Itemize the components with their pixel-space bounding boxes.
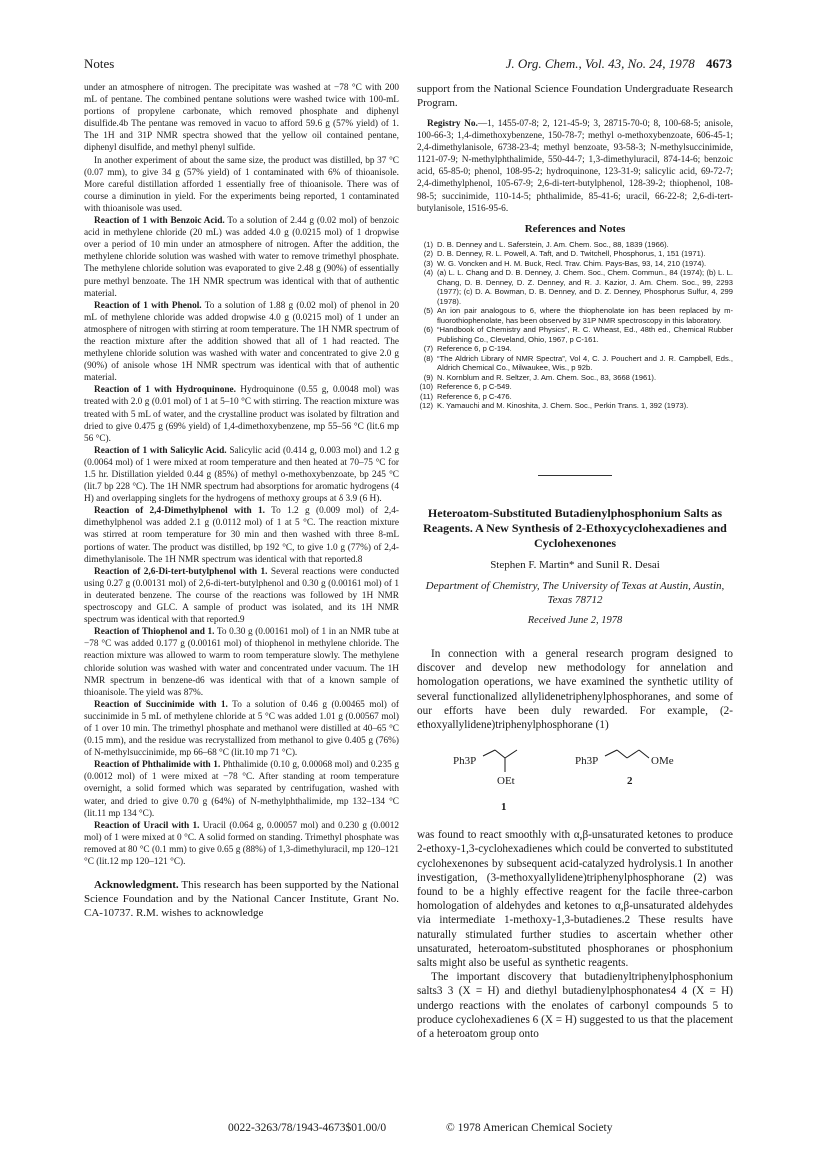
paragraph-text: Phthalimide (0.10 g, 0.00068 mol) and 0.235 g (0.0012 mol) of 1 were mixed at −78 °C. After standing at room temperature overnight, a solid formed which was separated by centrifugation, washed with water, and dried to give 0.70 g (64%) of N-methylphthalimide, mp 132–134 °C (lit.11 mp 134 °C).: [84, 760, 399, 819]
paragraph-text: Salicylic acid (0.414 g, 0.003 mol) and 1.2 g (0.0064 mol) of 1 were mixed at room temperature and then heated at 70–75 °C for 1.5 hr. Distillation yielded 0.44 g (85%) of methyl o-methoxybenzoate, bp 245 °C (lit.7 bp 228 °C). The 1H NMR spectrum had absorptions for aromatic hydrogens (4 H) and overlapping singlets for the hydrogens of methoxy groups at δ 3.9 (6 H).: [84, 445, 399, 505]
reference-number: (8): [423, 353, 433, 363]
reference-text: D. B. Denney, R. L. Powell, A. Taft, and D. Twitchell, Phosphorus, 1, 151 (1971).: [437, 249, 706, 259]
structure-2-bond: [605, 750, 617, 756]
reference-item: [417, 373, 733, 383]
reference-item: [417, 240, 733, 250]
paragraph-text: To a solution of 2.44 g (0.02 mol) of benzoic acid in methylene chloride (20 mL) was added 4.0 g (0.0215 mol) of 1 dropwise over a period of 10 min under an atmosphere of nitrogen. After the addition, the methylene chloride solution was washed with water to remove trimethyl phosphate. The methylene chloride solution was evaporated to give 2.48 g (90%) of essentially pure methyl benzoate. The 1H NMR spectrum was identical with that of authentic material.: [84, 216, 400, 299]
journal-citation: J. Org. Chem., Vol. 43, No. 24, 1978: [505, 56, 695, 71]
reference-item: [417, 344, 733, 354]
paragraph-heading: Reaction of 1 with Salicylic Acid.: [94, 445, 227, 456]
reference-item: [417, 325, 733, 344]
structure-2-bond: [617, 750, 627, 758]
running-head-journal: [506, 56, 732, 72]
structure-2-label: 2: [627, 775, 633, 788]
paragraph-text: Several reactions were conducted using 0.27 g (0.00131 mol) of 2,6-di-tert-butylphenol and 0.30 g (0.00161 mol) of 1 in deuterated benzene. The course of the reactions was followed by 1H NMR spectroscopy and GLC. A sample of product was isolated, and its 1H NMR spectrum was identical with that reported.9: [84, 566, 399, 626]
footer-code: 0022-3263/78/1943-4673$01.00/0: [228, 1122, 387, 1134]
structure-1-bond: [483, 750, 495, 756]
reference-item: [417, 259, 733, 269]
reference-item: [417, 249, 733, 259]
experimental-paragraph: [84, 820, 399, 868]
paragraph-heading: Reaction of Succinimide with 1.: [94, 699, 228, 710]
reference-text: An ion pair analogous to 6, where the thiophenolate ion has been replaced by m-fluorothiophenolate, has been observed by 31P NMR spectroscopy in this laboratory.: [437, 306, 733, 325]
paragraph-text: under an atmosphere of nitrogen. The precipitate was washed at −78 °C with 200 mL of pentane. The combined pentane solutions were washed twice with 100-mL portions of propylene carbonate, which removed phosphate and diphenyl disulfide.4b The pentane was removed in vacuo to afford 59.6 g (57% yield) of 1. The 1H and 31P NMR spectra showed that the yellow oil contained pentane, diphenyl disulfide, and methyl phenyl sulfide.: [84, 83, 399, 154]
reference-number: (2): [423, 249, 433, 259]
experimental-paragraph: [84, 566, 399, 626]
experimental-paragraph: [84, 626, 399, 699]
article-affiliation: Department of Chemistry, The University of Texas at Austin, Austin, Texas 78712: [425, 579, 725, 606]
paragraph-text: Uracil (0.064 g, 0.00057 mol) and 0.230 g (0.0012 mol) of 1 were mixed at 0 °C. A solid formed on standing. Trimethyl phosphate was removed at 80 °C (0.1 mm) to give 0.65 g (88%) of 1,3-dimethyluracil, mp 120–121 °C (lit.12 mp 120–121 °C).: [84, 820, 399, 867]
structure-drawing: [447, 736, 697, 826]
reference-number: (10): [419, 382, 433, 392]
experimental-paragraph: [84, 82, 399, 155]
running-head-section: Notes: [84, 56, 115, 71]
article-authors: Stephen F. Martin* and Sunil R. Desai: [490, 558, 660, 571]
structure-2-bond: [627, 750, 639, 758]
reference-text: “The Aldrich Library of NMR Spectra”, Vol 4, C. J. Pouchert and J. R. Campbell, Eds., Aldrich Chemical Co., Milwaukee, Wis., p 92b.: [437, 353, 733, 373]
reference-number: (1): [423, 239, 433, 249]
paragraph-heading: Reaction of 1 with Phenol.: [94, 300, 202, 311]
structure-1-bond: [505, 750, 517, 758]
experimental-paragraph: [84, 505, 399, 565]
chemical-structures: [417, 736, 733, 826]
acknowledgment: [84, 878, 399, 920]
structure-1-oet: OEt: [497, 775, 515, 788]
reference-number: (6): [423, 325, 433, 335]
reference-text: N. Kornblum and R. Seltzer, J. Am. Chem. Soc., 83, 3668 (1961).: [437, 372, 657, 382]
paragraph-text: To a solution of 1.88 g (0.02 mol) of phenol in 20 mL of methylene chloride was added dropwise 4.0 g (0.0215 mol) of 1 under an atmosphere of nitrogen with stirring at room temperature. The 1H NMR spectrum of the reaction mixture after the addition showed that all of 1 had reacted. The methylene chloride solution was washed with water and concentrated to give 2.0 g (90%) of anisole whose 1H NMR spectrum was identical with that of authentic material.: [84, 300, 399, 384]
article-paragraph: was found to react smoothly with α,β-unsaturated ketones to produce 2-ethoxy-1,3-cyclohexadienes which could be converted to substituted cyclohexenones by subsequent acid-catalyzed hydrolysis.1 In another investigation, (3-methoxyallylidene)triphenylphosphorane (2) was found to be a highly effective reagent for the facile three-carbon homologation of aldehydes and ketones to α,β-unsaturated aldehydes via intermediate 1-methoxy-1,3-butadienes.2 These results have naturally stimulated further studies to ascertain whether other unsaturated, heteroatom-substituted phosphoranes or phosphonium salts might also be useful as synthetic reagents.: [417, 829, 733, 970]
reference-item: [417, 354, 733, 373]
experimental-paragraph: [84, 384, 399, 444]
structure-1-bond: [495, 750, 505, 758]
left-column: [84, 82, 399, 920]
structure-2-ome: OMe: [651, 755, 674, 768]
registry-numbers: [417, 118, 733, 215]
experimental-section: [84, 82, 399, 868]
right-column: [417, 82, 733, 1041]
reference-number: (7): [423, 344, 433, 354]
experimental-paragraph: [84, 445, 399, 505]
references-heading: References and Notes: [524, 222, 626, 235]
reference-text: Reference 6, p C-549.: [437, 382, 512, 392]
reference-item: [417, 268, 733, 306]
article-paragraph: In connection with a general research program designed to discover and develop new methodology for annelation and homologation operations, we have examined the synthetic utility of several functionalized allylidenetriphenylphosphoranes, and some of our efforts have been duly rewarded. For example, (2-ethoxyallylidene)triphenylphosphorane (1): [417, 648, 733, 732]
article-divider: [538, 475, 612, 476]
paragraph-heading: Reaction of Uracil with 1.: [94, 820, 200, 831]
reference-item: [417, 401, 733, 411]
footer-copyright: © 1978 American Chemical Society: [446, 1122, 613, 1134]
paragraph-text: In another experiment of about the same size, the product was distilled, bp 37 °C (0.07 mm), to give 34 g (57% yield) of 1 contaminated with 6% of thioanisole. More careful distillation afforded 1 essentially free of thioanisole. There was of course a diminution in yield. For the experiments being reported, 1 contaminated with thioanisole was used.: [84, 155, 399, 214]
structure-2-ph3p: Ph3P: [575, 755, 599, 768]
reference-item: [417, 306, 733, 325]
paragraph-text: Hydroquinone (0.55 g, 0.0048 mol) was treated with 2.0 g (0.01 mol) of 1 at 5–10 °C with stirring. The reaction mixture was treated with 5 mL of water, and the crystalline product was isolated by filtration and dried to give 0.475 g (69% yield) of 1,4-dimethoxybenzene, mp 55–56 °C (lit.6 mp 56 °C).: [84, 385, 399, 444]
reference-number: (5): [423, 306, 433, 316]
experimental-paragraph: [84, 699, 399, 759]
article-body: [417, 647, 733, 1041]
paragraph-heading: Reaction of 2,4-Dimethylphenol with 1.: [94, 506, 265, 517]
structure-1-ph3p: Ph3P: [453, 755, 477, 768]
experimental-paragraph: [84, 759, 399, 819]
paragraph-text: To a solution of 0.46 g (0.00465 mol) of succinimide in 5 mL of methylene chloride at 5 °C was added 1.01 g (0.00567 mol) of 1 over 10 min. The trimethyl phosphate and methanol were distilled at 40–65 °C (0.15 mm), and the residue was recrystallized from methanol to give 0.405 g (76%) of N-methylsuccinimide, mp 66–68 °C (lit.10 mp 71 °C).: [84, 699, 400, 759]
experimental-paragraph: [84, 155, 399, 215]
acknowledgment-heading: Acknowledgment.: [94, 879, 179, 892]
paragraph-text: To 1.2 g (0.009 mol) of 2,4-dimethylphenol was added 2.1 g (0.0112 mol) of 1 at 5 °C. The reaction mixture was stirred at room temperature for 30 min and then washed with three 8-mL portions of water. The product was distilled, bp 192 °C, to give 1.0 g (77%) of 2,4-dimethylanisole. The 1H NMR spectrum was identical with that reported.8: [84, 506, 399, 565]
acknowledgment-text: This research has been supported by the National Science Foundation and by the National Cancer Institute, Grant No. CA-10737. R.M. wishes to acknowledge: [84, 879, 399, 920]
reference-text: W. G. Voncken and H. M. Buck, Recl. Trav. Chim. Pays-Bas, 93, 14, 210 (1974).: [437, 258, 707, 268]
acknowledgment-continued: support from the National Science Foundation Undergraduate Research Program.: [417, 83, 733, 109]
experimental-paragraph: [84, 215, 399, 300]
page-number: 4673: [706, 56, 732, 71]
paragraph-heading: Reaction of Thiophenol and 1.: [94, 627, 215, 638]
references-list: [417, 240, 733, 411]
paragraph-heading: Reaction of 2,6-Di-tert-butylphenol with 1.: [94, 566, 268, 577]
reference-number: (4): [423, 268, 433, 278]
reference-number: (3): [423, 258, 433, 268]
reference-number: (12): [419, 401, 433, 411]
paragraph-heading: Reaction of Phthalimide with 1.: [94, 760, 221, 771]
reference-item: [417, 392, 733, 402]
article-title: Heteroatom-Substituted Butadienylphosphonium Salts as Reagents. A New Synthesis of 2-Ethoxycyclohexadienes and Cyclohexenones: [423, 505, 727, 550]
registry-heading: Registry No.: [427, 119, 478, 129]
reference-item: [417, 382, 733, 392]
reference-text: “Handbook of Chemistry and Physics”, R. C. Wheast, Ed., 48th ed., Chemical Rubber Publishing Co., Cleveland, Ohio, 1967, p C-161.: [437, 325, 733, 344]
article-paragraph: The important discovery that butadienyltriphenylphosphonium salts3 3 (X = H) and diethyl butadienylphosphonates4 4 (X = H) undergo reactions with the enolates of carbonyl compounds 5 to produce cyclohexadienes 6 (X = H) suggested to us that the placement of a heteroatom group onto: [417, 971, 733, 1041]
reference-text: D. B. Denney and L. Saferstein, J. Am. Chem. Soc., 88, 1839 (1966).: [437, 239, 669, 249]
reference-text: Reference 6, p C-476.: [437, 391, 512, 401]
structure-1-label: 1: [501, 801, 507, 814]
paragraph-heading: Reaction of 1 with Hydroquinone.: [94, 385, 236, 396]
reference-text: Reference 6, p C-194.: [437, 344, 512, 354]
reference-number: (11): [420, 391, 433, 401]
reference-text: (a) L. L. Chang and D. B. Denney, J. Chem. Soc., Chem. Commun., 84 (1974); (b) L. L. Chang, D. B. Denney, D. Z. Denney, and R. J. Kazior, J. Am. Chem. Soc., 99, 2293 (1977); (c) D. A. Bowman, D. B. Denney, and D. Z. Denney, Phosphorus Sulfur, 4, 299 (1978).: [437, 268, 733, 306]
reference-number: (9): [423, 372, 433, 382]
paragraph-heading: Reaction of 1 with Benzoic Acid.: [94, 216, 225, 227]
article-received-date: Received June 2, 1978: [527, 614, 623, 626]
experimental-paragraph: [84, 300, 399, 385]
structure-2-bond: [639, 750, 649, 758]
paragraph-text: To 0.30 g (0.00161 mol) of 1 in an NMR tube at −78 °C was added 0.177 g (0.00161 mol) of thiophenol in methylene chloride. The reaction mixture was allowed to warm to room temperature slowly. The methylene chloride solution was washed with water and concentrated under vacuum. The 1H NMR spectrum in benzene-d6 was identical with that of a known sample of thioanisole. The yield was 87%.: [84, 627, 400, 698]
reference-text: K. Yamauchi and M. Kinoshita, J. Chem. Soc., Perkin Trans. 1, 392 (1973).: [437, 401, 689, 411]
registry-text: —1, 1455-07-8; 2, 121-45-9; 3, 28715-70-0; 8, 100-68-5; anisole, 100-66-3; 1,4-dimethoxybenzene, 150-78-7; methyl o-methoxybenzoate, 606-45-1; 2,4-dimethylanisole, 6738-23-4; methyl benzoate, 93-58-3; N-methylsuccinimide, 1121-07-9; N-methylphthalimide, 550-44-7; 1,3-dimethyluracil, 874-14-6; benzoic acid, 65-85-0; phenol, 108-95-2; hydroquinone, 123-31-9; salicylic acid, 69-72-7; 2,4-dimethylphenol, 105-67-9; 2,6-di-tert-butylphenol, 128-39-2; thiophenol, 108-98-5; succinimide, 110-14-5; phthalimide, 85-41-6; uracil, 66-22-8; 2,6-di-tert-butylanisole, 1516-95-6.: [417, 119, 734, 214]
